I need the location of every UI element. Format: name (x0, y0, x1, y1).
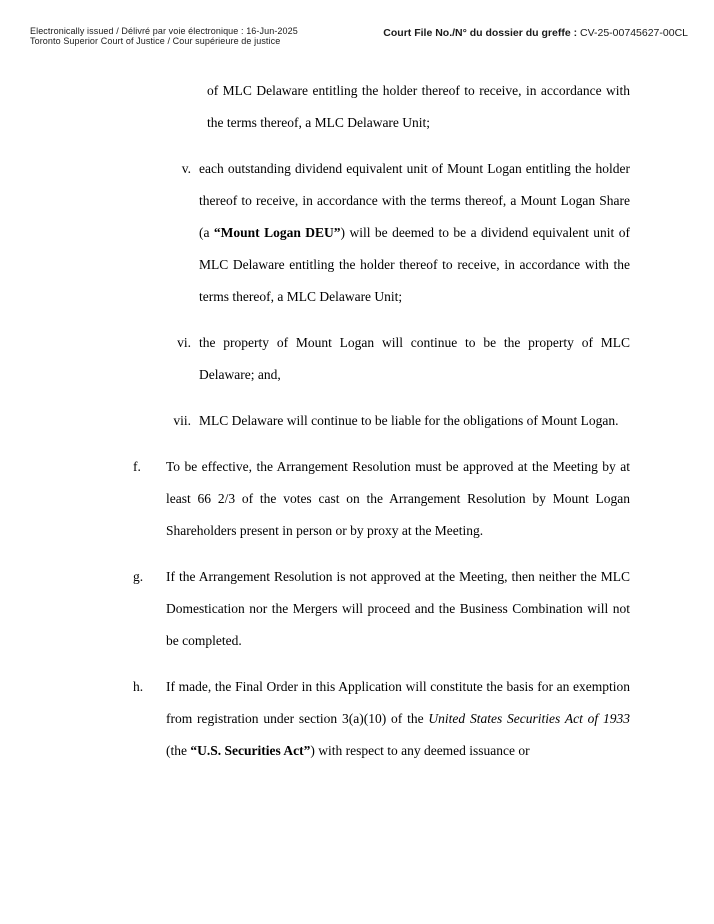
list-item-g (133, 561, 630, 657)
list-item-vii (133, 405, 630, 437)
list-marker: v. (181, 161, 191, 176)
filing-stamp (30, 27, 298, 46)
paragraph-text (133, 75, 630, 139)
text-run: (the (166, 743, 191, 758)
paragraph-text (199, 153, 630, 313)
paragraph-text (166, 561, 630, 657)
list-item-v (133, 153, 630, 313)
paragraph-continuation (133, 75, 630, 139)
paragraph-text (166, 671, 630, 767)
text-run: ) will be deemed to be a dividend equivalent unit of MLC Delaware entitling the holder thereof to receive, in accordance with the terms thereof, a MLC Delaware Unit; (199, 225, 630, 304)
text-run: ) with respect to any deemed issuance or (310, 743, 530, 758)
text-run: If made, the Final Order in this Application will constitute the basis for an exemption from registration under section 3(a)(10) of the (166, 679, 630, 726)
court-file-number (383, 27, 688, 39)
text-run: To be effective, the Arrangement Resolution must be approved at the Meeting by at least 66 2/3 of the votes cast on the Arrangement Resolution by Mount Logan Shareholders present in person or by proxy at the Meeting. (166, 459, 630, 538)
list-marker: vii. (173, 413, 191, 428)
list-item-vi (133, 327, 630, 391)
paragraph-text (166, 451, 630, 547)
list-item-h (133, 671, 630, 767)
text-run: United States Securities Act of 1933 (428, 711, 630, 726)
text-run: “Mount Logan DEU” (213, 225, 341, 240)
paragraph-text (199, 327, 630, 391)
text-run: “U.S. Securities Act” (190, 743, 311, 758)
list-marker: f. (133, 459, 141, 474)
court-file-value: CV-25-00745627-00CL (580, 27, 688, 39)
text-run: the property of Mount Logan will continue to be the property of MLC Delaware; and, (199, 335, 630, 382)
list-marker: vi. (177, 335, 191, 350)
filing-stamp-line2: Toronto Superior Court of Justice / Cour supérieure de justice (30, 35, 281, 46)
page-header (0, 0, 714, 46)
text-run: MLC Delaware will continue to be liable for the obligations of Mount Logan. (199, 413, 619, 428)
document-body (133, 75, 630, 767)
list-marker: h. (133, 679, 144, 694)
list-marker: g. (133, 569, 144, 584)
paragraph-text (199, 405, 630, 437)
court-file-label: Court File No./N° du dossier du greffe : (383, 27, 580, 39)
text-run: If the Arrangement Resolution is not approved at the Meeting, then neither the MLC Domestication nor the Mergers will proceed and the Business Combination will not be completed. (166, 569, 630, 648)
list-item-f (133, 451, 630, 547)
text-run: of MLC Delaware entitling the holder thereof to receive, in accordance with the terms thereof, a MLC Delaware Unit; (207, 83, 630, 130)
filing-stamp-line1: Electronically issued / Délivré par voie électronique : 16-Jun-2025 (30, 26, 298, 36)
text-run: each outstanding dividend equivalent unit of Mount Logan entitling the holder thereof to receive, in accordance with the terms thereof, a Mount Logan Share (a (199, 161, 630, 240)
